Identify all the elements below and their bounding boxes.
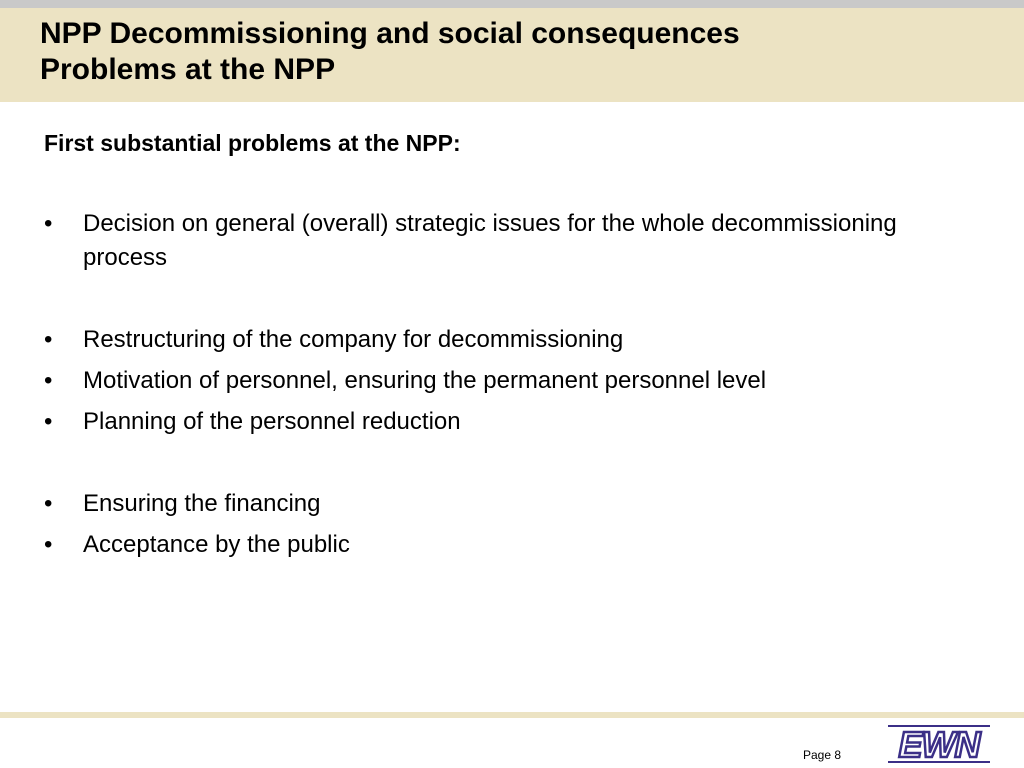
page-number: Page 8 <box>803 748 842 762</box>
slide-title-line-2: Problems at the NPP <box>40 53 336 86</box>
bullet-item <box>44 364 974 398</box>
bullet-text: Planning of the personnel reduction <box>83 408 461 435</box>
bullet-mark: • <box>44 490 53 517</box>
slide-title-line-1: NPP Decommissioning and social consequences <box>40 17 740 50</box>
bullet-mark: • <box>44 408 53 435</box>
bullet-text: Restructuring of the company for decommissioning <box>83 326 624 353</box>
bullet-text: Motivation of personnel, ensuring the permanent personnel level <box>83 367 767 394</box>
bullet-mark: • <box>44 367 53 394</box>
bullet-text: Acceptance by the public <box>83 531 350 558</box>
bullet-group-3 <box>44 487 974 562</box>
bullet-item <box>44 487 974 521</box>
bullet-item <box>44 323 974 357</box>
bullet-text: Ensuring the financing <box>83 490 321 517</box>
bullet-mark: • <box>44 531 53 558</box>
bullet-item <box>44 405 974 439</box>
bullet-item <box>44 207 974 275</box>
footer-band <box>0 712 1024 718</box>
slide-body <box>44 127 974 562</box>
bullet-mark: • <box>44 210 53 237</box>
top-strip <box>0 0 1024 8</box>
ewn-logo <box>886 724 992 764</box>
logo-text: EWN <box>898 724 980 764</box>
bullet-mark: • <box>44 326 53 353</box>
slide-title <box>40 16 740 88</box>
bullet-text: Decision on general (overall) strategic issues for the whole decommissioning process <box>83 210 897 271</box>
bullet-group-2 <box>44 323 974 439</box>
title-band <box>0 8 1024 102</box>
bullet-group-1 <box>44 207 974 275</box>
slide-subtitle: First substantial problems at the NPP: <box>44 130 461 156</box>
bullet-item <box>44 528 974 562</box>
